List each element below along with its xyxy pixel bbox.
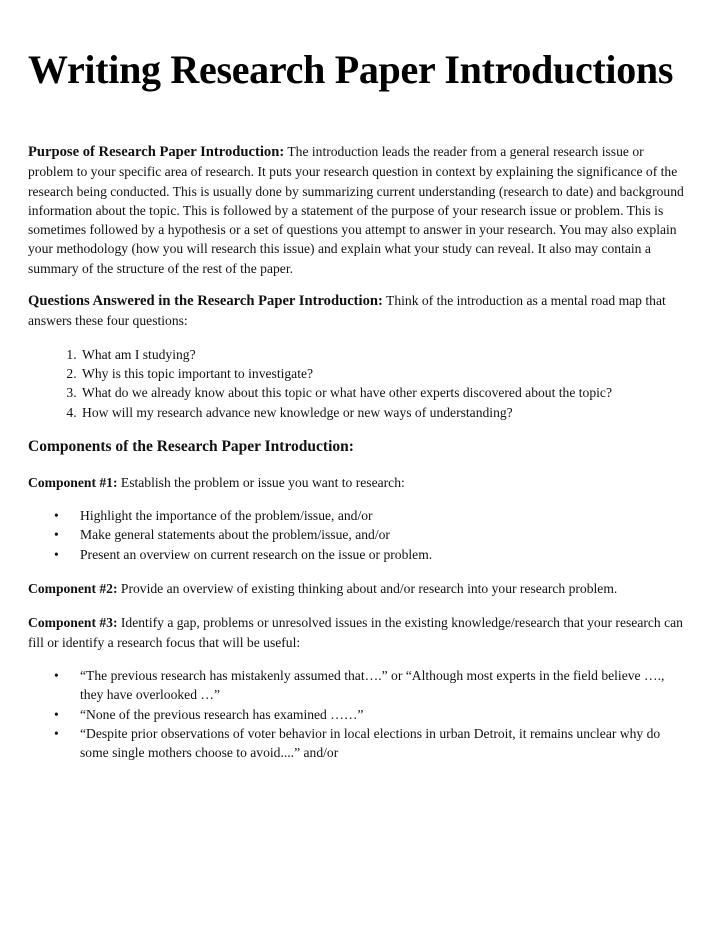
component-1-label: Component #1: (28, 474, 118, 490)
bullet-icon: • (54, 508, 59, 524)
bullet-icon: • (54, 706, 59, 722)
bullet-icon: • (54, 725, 59, 741)
component-2-label: Component #2: (28, 581, 118, 597)
questions-list (28, 345, 688, 422)
bullet-icon: • (54, 546, 59, 562)
list-item (54, 666, 688, 705)
component-3-paragraph (28, 613, 688, 652)
bullet-icon: • (54, 527, 59, 543)
list-item (54, 545, 688, 564)
questions-intro-text: Think of the introduction as a mental road map that answers these four questions: (28, 293, 666, 329)
list-item-text: “None of the previous research has examined ……” (80, 706, 364, 722)
purpose-heading: Purpose of Research Paper Introduction: (28, 144, 285, 160)
component-1-text: Establish the problem or issue you want to research: (117, 474, 405, 490)
list-item-text: Highlight the importance of the problem/issue, and/or (80, 508, 373, 524)
list-item-text: “Despite prior observations of voter behavior in local elections in urban Detroit, it remains unclear why do some single mothers choose to avoid....” and/or (80, 725, 661, 761)
list-item-text: Present an overview on current research on the issue or problem. (80, 546, 433, 562)
question-item: 3. What do we already know about this topic or what have other experts discovered about the topic? (80, 383, 688, 402)
list-item (54, 705, 688, 724)
bullet-icon: • (54, 667, 59, 683)
document-title: Writing Research Paper Introductions (28, 47, 674, 92)
list-item-text: Make general statements about the problem/issue, and/or (80, 527, 390, 543)
component-2-paragraph (28, 579, 688, 598)
purpose-text: The introduction leads the reader from a general research issue or problem to your specific area of research. It puts your research question in context by explaining the significance of the research being conducted. This is usually done by summarizing current understanding (research to date) and background information about the topic. This is followed by a statement of the purpose of your research issue or problem. This is sometimes followed by a hypothesis or a set of questions you attempt to answer in your research. You may also explain your methodology (how you will research this issue) and explain what your study can reveal. It also may contain a summary of the structure of the rest of the paper. (28, 144, 684, 276)
component-3-list (28, 666, 688, 762)
components-heading: Components of the Research Paper Introduction: (28, 437, 354, 455)
component-3-text: Identify a gap, problems or unresolved issues in the existing knowledge/research that your research can fill or identify a research focus that will be useful: (28, 615, 683, 650)
list-item (54, 525, 688, 544)
questions-heading: Questions Answered in the Research Paper Introduction: (28, 293, 383, 310)
question-item: 4. How will my research advance new knowledge or new ways of understanding? (80, 403, 688, 422)
question-item: 2. Why is this topic important to investigate? (80, 364, 688, 383)
component-2-text: Provide an overview of existing thinking about and/or research into your research problem. (117, 581, 618, 597)
question-item: 1. What am I studying? (80, 345, 688, 364)
list-item (54, 506, 688, 525)
list-item-text: “The previous research has mistakenly assumed that….” or “Although most experts in the field believe …., they have overlooked …” (80, 667, 665, 703)
purpose-paragraph (28, 142, 688, 278)
questions-paragraph (28, 291, 688, 331)
component-1-list (28, 506, 688, 564)
component-3-label: Component #3: (28, 615, 118, 631)
component-1-paragraph (28, 473, 688, 492)
list-item (54, 724, 688, 763)
